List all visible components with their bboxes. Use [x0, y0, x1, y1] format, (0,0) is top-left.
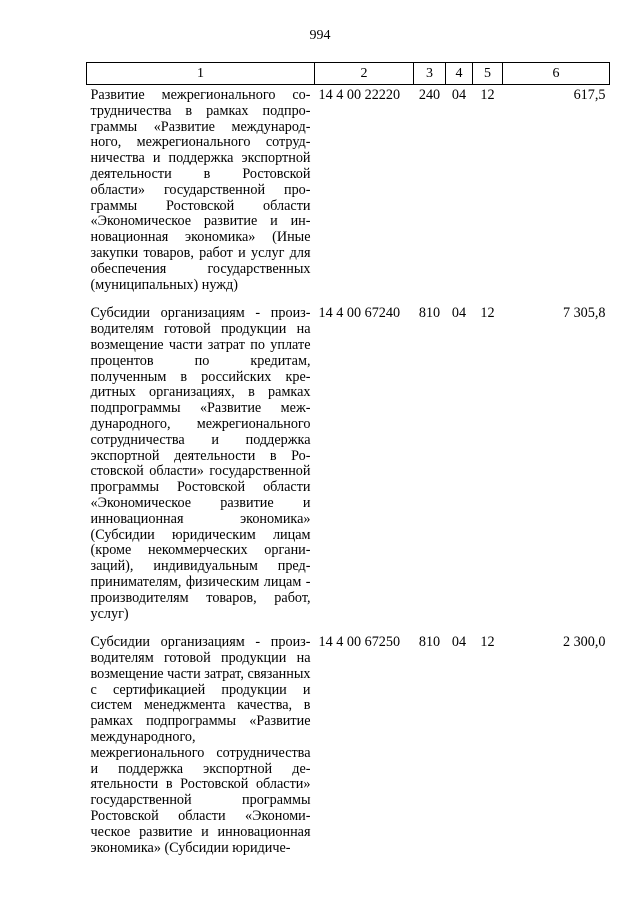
page-number: 994 — [309, 28, 331, 43]
row-c3: 240 — [418, 87, 441, 103]
row-code: 14 4 00 22220 — [318, 87, 401, 103]
header-col-5: 5 — [473, 63, 503, 85]
row-c4: 04 — [451, 305, 467, 322]
row-sum: 617,5 — [573, 87, 606, 103]
row-sum: 2 300,0 — [562, 634, 606, 651]
table-body — [87, 85, 610, 867]
table-header — [87, 63, 610, 85]
budget-table — [86, 62, 610, 866]
row-c5: 12 — [480, 634, 495, 651]
row-c5: 12 — [480, 87, 495, 103]
header-col-4: 4 — [446, 63, 473, 85]
row-sum: 7 305,8 — [562, 305, 606, 322]
row-c5: 12 — [480, 305, 495, 322]
header-row — [87, 63, 610, 85]
row-name: Субсидии организациям - производителям готовой продукции на возмещение части затрат по уплате процентов по кредитам, полученным в российских кредитных организациях, в рамках подпрограммы «Развитие международного, межрегионального сотрудничества и поддержка экспортной деятельности в Ростовской области» государственной программы Ростовской области «Экономическое развитие и инновационная экономика» (Субсидии юридическим лицам (кроме некоммерческих организаций), индивидуальным предпринимателям, физическим лицам - производителям товаров, работ, услуг) — [90, 305, 311, 622]
row-code: 14 4 00 67240 — [318, 305, 401, 322]
row-c3: 810 — [418, 305, 441, 322]
row-name: Развитие межрегионального сотрудничества в рамках подпрограммы «Развитие международного, межрегионального сотрудничества и поддержка экспортной деятельности в Ростовской области» государственной программы Ростовской области «Экономическое развитие и инновационная экономика» (Иные закупки товаров, работ и услуг для обеспечения государственных (муниципальных) нужд) — [90, 87, 311, 293]
header-col-3: 3 — [414, 63, 446, 85]
header-col-1: 1 — [87, 63, 315, 85]
table-row — [87, 85, 610, 304]
row-c4: 04 — [451, 87, 467, 103]
row-c3: 810 — [418, 634, 441, 651]
table-row — [87, 632, 610, 866]
table-row — [87, 303, 610, 632]
row-code: 14 4 00 67250 — [318, 634, 401, 651]
header-col-2: 2 — [315, 63, 414, 85]
header-col-6: 6 — [503, 63, 610, 85]
row-c4: 04 — [451, 634, 467, 651]
row-name: Субсидии организациям - производителям готовой продукции на возмещение части затрат, связанных с сертификацией продукции и систем менеджмента качества, в рамках подпрограммы «Развитие международного, межрегионального сотрудничества и поддержка экспортной деятельности в Ростовской области» государственной программы Ростовской области «Экономическое развитие и инновационная экономика» (Субсидии юридиче- — [90, 634, 311, 856]
